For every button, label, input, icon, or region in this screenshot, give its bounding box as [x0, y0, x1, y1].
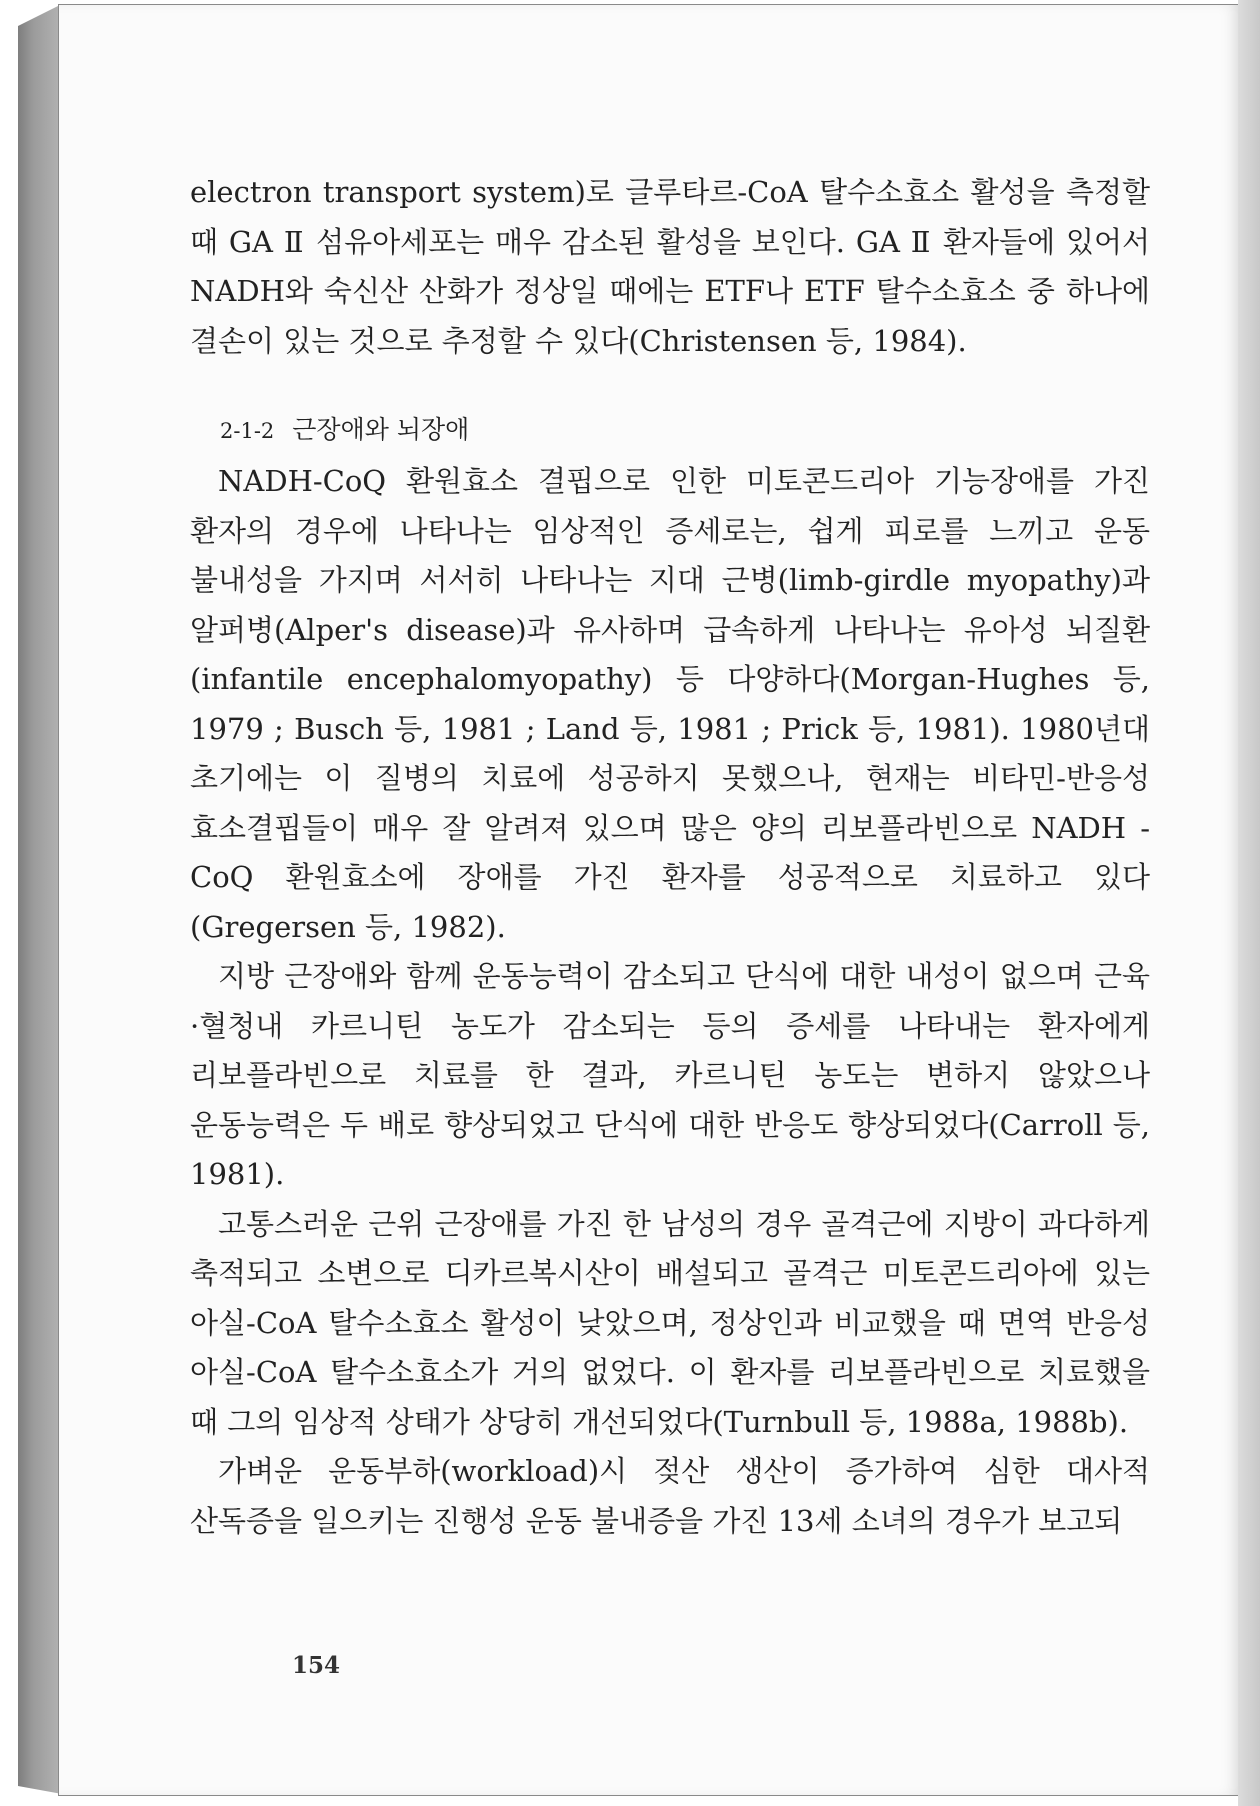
section-heading — [220, 404, 1150, 457]
section-number: 2-1-2 — [220, 419, 275, 443]
paragraph: 가벼운 운동부하(workload)시 젖산 생산이 증가하여 심한 대사적 산독증을 일으키는 진행성 운동 불내증을 가진 13세 소녀의 경우가 보고되 — [190, 1454, 1150, 1538]
book-spine — [18, 4, 62, 1794]
page-body — [190, 168, 1150, 1546]
paragraph: 지방 근장애와 함께 운동능력이 감소되고 단식에 대한 내성이 없으며 근육·혈청내 카르니틴 농도가 감소되는 등의 증세를 나타내는 환자에게 리보플라빈으로 치료를 한 결과, 카르니틴 농도는 변하지 않았으나 운동능력은 두 배로 향상되었고 단식에 대한 반응도 향상되었다(Carroll 등, 1981). — [190, 959, 1150, 1191]
paragraph-continued: electron transport system)로 글루타르-CoA 탈수소효소 활성을 측정할 때 GA Ⅱ 섬유아세포는 매우 감소된 활성을 보인다. GA Ⅱ 환자들에 있어서 NADH와 숙신산 산화가 정상일 때에는 ETF나 ETF 탈수소효소 중 하나에 결손이 있는 것으로 추정할 수 있다(Christensen 등, 1984). — [190, 175, 1150, 358]
paragraph: 고통스러운 근위 근장애를 가진 한 남성의 경우 골격근에 지방이 과다하게 축적되고 소변으로 디카르복시산이 배설되고 골격근 미토콘드리아에 있는 아실-CoA 탈수소효소 활성이 낮았으며, 정상인과 비교했을 때 면역 반응성 아실-CoA 탈수소효소가 거의 없었다. 이 환자를 리보플라빈으로 치료했을 때 그의 임상적 상태가 상당히 개선되었다(Turnbull 등, 1988a, 1988b). — [190, 1206, 1150, 1439]
paragraph: NADH-CoQ 환원효소 결핍으로 인한 미토콘드리아 기능장애를 가진 환자의 경우에 나타나는 임상적인 증세로는, 쉽게 피로를 느끼고 운동 불내성을 가지며 서서히 나타나는 지대 근병(limb-girdle myopathy)과 알퍼병(Alper's disease)과 유사하며 급속하게 나타나는 유아성 뇌질환 (infantile encephalomyopathy) 등 다양하다(Morgan-Hughes 등, 1979 ; Busch 등, 1981 ; Land 등, 1981 ; Prick 등, 1981). 1980년대 초기에는 이 질병의 치료에 성공하지 못했으나, 현재는 비타민-반응성 효소결핍들이 매우 잘 알려져 있으며 많은 양의 리보플라빈으로 NADH -CoQ 환원효소에 장애를 가진 환자를 성공적으로 치료하고 있다 (Gregersen 등, 1982). — [190, 464, 1150, 944]
page-number: 154 — [292, 1652, 341, 1679]
section-title: 근장애와 뇌장애 — [292, 415, 470, 444]
page-fore-edge — [1238, 0, 1260, 1806]
